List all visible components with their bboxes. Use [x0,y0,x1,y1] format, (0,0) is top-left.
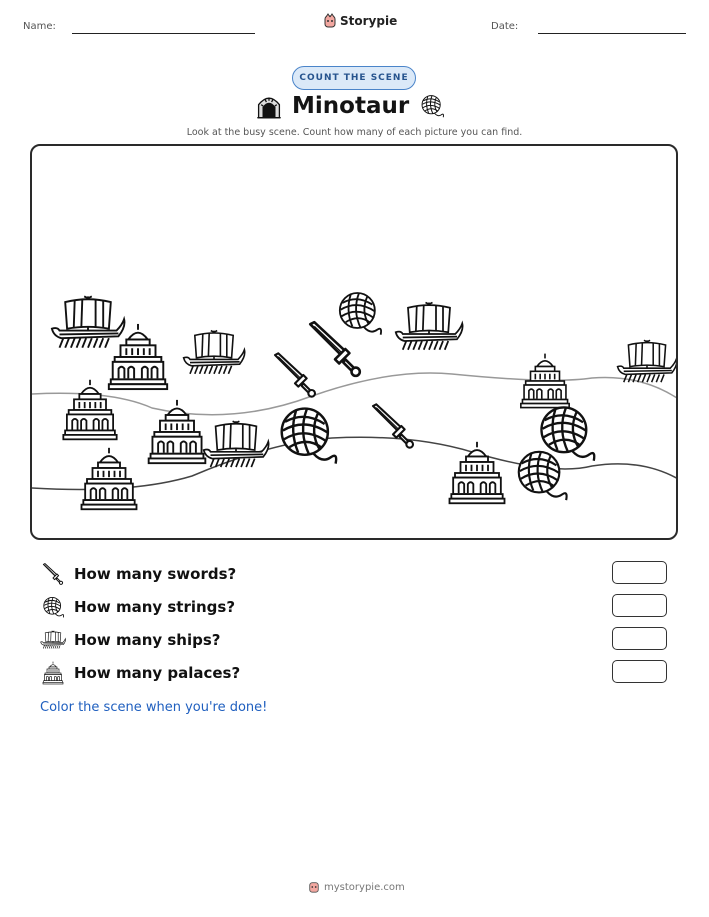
mascot-icon [308,880,320,894]
date-line[interactable] [538,33,686,34]
question-swords [40,560,670,588]
ship-picture[interactable] [616,336,678,388]
date-label: Date: [491,21,519,32]
palace-picture[interactable] [446,440,508,506]
sword-icon [40,561,66,587]
footer [308,880,405,894]
brand-logo [323,13,397,29]
question-text: How many ships? [74,631,221,649]
string-picture[interactable] [512,446,570,504]
brand-name: Storypie [340,14,398,28]
ship-picture[interactable] [394,298,464,356]
string-picture[interactable] [334,288,384,338]
sword-picture[interactable] [270,350,320,400]
name-line[interactable] [72,33,255,34]
ship-picture[interactable] [182,326,246,380]
answer-box-ships[interactable] [612,627,667,650]
category-badge: COUNT THE SCENE [292,66,416,90]
answer-box-palaces[interactable] [612,660,667,683]
palace-picture[interactable] [78,446,140,512]
name-label: Name: [23,21,56,32]
palace-picture[interactable] [60,378,120,442]
palace-picture[interactable] [146,398,208,466]
question-ships [40,626,670,654]
labyrinth-door-icon [256,93,282,119]
question-strings [40,593,670,621]
string-ball-icon [40,594,66,620]
count-scene [30,144,678,540]
mascot-icon [323,13,337,29]
question-text: How many strings? [74,598,236,616]
ship-icon [40,627,66,653]
page-title: Minotaur [292,93,410,119]
answer-box-swords[interactable] [612,561,667,584]
answer-box-strings[interactable] [612,594,667,617]
sword-picture[interactable] [368,400,418,452]
instructions: Look at the busy scene. Count how many of each picture you can find. [186,127,523,138]
color-note: Color the scene when you're done! [40,700,268,715]
string-ball-icon [419,93,445,119]
ship-picture[interactable] [202,416,270,474]
title-row [256,90,456,122]
string-picture[interactable] [274,400,340,470]
question-text: How many swords? [74,565,237,583]
question-palaces [40,659,670,687]
footer-url[interactable]: mystorypie.com [324,881,405,893]
question-text: How many palaces? [74,664,241,682]
palace-icon [40,660,66,686]
